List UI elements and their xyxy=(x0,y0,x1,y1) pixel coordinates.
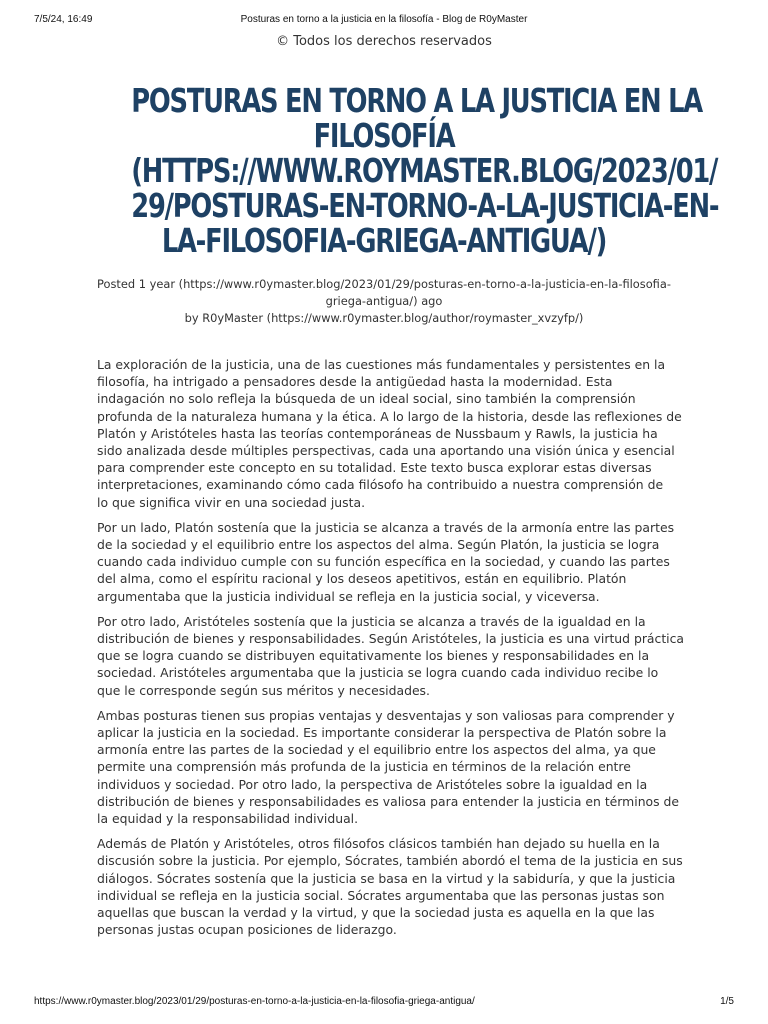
copyright-notice: © Todos los derechos reservados xyxy=(276,34,492,49)
post-meta xyxy=(40,276,728,327)
paragraph xyxy=(97,835,683,938)
paragraph-line: distribución de bienes y responsabilidades es valiosa para entender la justicia en términos de xyxy=(97,793,680,809)
paragraph-line: armonía entre las partes de la sociedad y el equilibrio entre los aspectos del alma, ya que xyxy=(97,742,656,758)
paragraph-line: que le corresponde según sus méritos y necesidades. xyxy=(97,682,430,698)
paragraph-line: que se logra cuando se distribuyen equitativamente los bienes y responsabilidades en la xyxy=(97,648,650,664)
paragraph-line: argumentaba que la justicia individual se refleja en la justicia social, y viceversa. xyxy=(97,588,600,604)
page-number: 1/5 xyxy=(720,996,734,1007)
paragraph xyxy=(97,356,682,511)
print-date: 7/5/24, 16:49 xyxy=(34,14,93,25)
paragraph-line: indagación no solo refleja la búsqueda de un ideal social, sino también la comprensión xyxy=(97,391,636,407)
paragraph-line: sido analizada desde múltiples perspectivas, cada una aportando una visión única y esencial xyxy=(97,443,675,459)
paragraph-line: individuos y sociedad. Por otro lado, la perspectiva de Aristóteles sobre la igualdad en la xyxy=(97,776,648,792)
paragraph xyxy=(97,613,685,699)
paragraph-line: diálogos. Sócrates sostenía que la justicia se basa en la virtud y la sabiduría, y que la justicia xyxy=(97,870,676,886)
paragraph-line: individual se refleja en la justicia social. Sócrates argumentaba que las personas justas son xyxy=(97,887,665,903)
paragraph-line: Por otro lado, Aristóteles sostenía que la justicia se alcanza a través de la igualdad en la xyxy=(97,613,646,629)
post-title-line[interactable]: 29/POSTURAS-EN-TORNO-A-LA-JUSTICIA-EN- xyxy=(131,186,719,225)
paragraph-line: del alma, como el espíritu racional y los deseos apetitivos, están en equilibrio. Platón xyxy=(97,571,627,587)
paragraph-line: profunda de la naturaleza humana y la ética. A lo largo de la historia, desde las reflexiones de xyxy=(97,408,682,424)
paragraph-line: para comprender este concepto en su totalidad. Este texto busca explorar estas diversas xyxy=(97,460,652,476)
paragraph xyxy=(97,519,675,605)
post-title-line[interactable]: LA-FILOSOFIA-GRIEGA-ANTIGUA/) xyxy=(161,221,607,260)
paragraph-line: permite una comprensión más profunda de la justicia en términos de la relación entre xyxy=(97,759,631,775)
post-title[interactable] xyxy=(131,81,719,260)
paragraph-line: de la sociedad y el equilibrio entre los aspectos del alma. Según Platón, la justicia se logra xyxy=(97,537,660,553)
paragraph-line: cuando cada individuo cumple con su función específica en la sociedad, y cuando las partes xyxy=(97,554,670,570)
paragraph-line: filosofía, ha intrigado a pensadores desde la antigüedad hasta la modernidad. Esta xyxy=(97,374,613,390)
paragraph xyxy=(97,707,680,827)
article-body xyxy=(97,356,685,947)
post-title-line[interactable]: (HTTPS://WWW.ROYMASTER.BLOG/2023/01/ xyxy=(131,151,718,190)
posted-date-link[interactable]: Posted 1 year (https://www.r0ymaster.blog/2023/01/29/posturas-en-torno-a-la-justicia-en-la-filosofia- xyxy=(97,277,671,291)
paragraph-line: lo que significa vivir en una sociedad justa. xyxy=(97,494,366,510)
author-byline[interactable]: by R0yMaster (https://www.r0ymaster.blog/author/roymaster_xvzyfp/) xyxy=(184,311,584,325)
paragraph-line: interpretaciones, examinando cómo cada filósofo ha contribuido a nuestra comprensión de xyxy=(97,477,664,493)
print-url: https://www.r0ymaster.blog/2023/01/29/posturas-en-torno-a-la-justicia-en-la-filosofia-griega-antigua/ xyxy=(34,996,475,1007)
paragraph-line: Además de Platón y Aristóteles, otros filósofos clásicos también han dejado su huella en la xyxy=(97,836,660,852)
paragraph-line: Platón y Aristóteles hasta las teorías contemporáneas de Nussbaum y Rawls, la justicia ha xyxy=(97,425,658,441)
paragraph-line: sociedad. Aristóteles argumentaba que la justicia se logra cuando cada individuo recibe lo xyxy=(97,665,659,681)
paragraph-line: Por un lado, Platón sostenía que la justicia se alcanza a través de la armonía entre las partes xyxy=(97,519,675,535)
print-footer xyxy=(34,996,734,1010)
paragraph-line: La exploración de la justicia, una de las cuestiones más fundamentales y persistentes en la xyxy=(97,357,666,372)
post-title-line[interactable]: POSTURAS EN TORNO A LA JUSTICIA EN LA xyxy=(131,81,702,120)
paragraph-line: aplicar la justicia en la sociedad. Es importante considerar la perspectiva de Platón sobre la xyxy=(97,725,667,741)
paragraph-line: personas justas ocupan posiciones de liderazgo. xyxy=(97,922,397,938)
paragraph-line: Ambas posturas tienen sus propias ventajas y desventajas y son valiosas para comprender y xyxy=(97,707,675,723)
paragraph-line: la equidad y la responsabilidad individual. xyxy=(97,811,359,827)
paragraph-line: aquellas que buscan la verdad y la virtud, y que la sociedad justa es aquella en la que las xyxy=(97,905,655,921)
posted-date-link-cont[interactable]: griega-antigua/) ago xyxy=(325,294,443,308)
print-header xyxy=(34,14,734,28)
paragraph-line: discusión sobre la justicia. Por ejemplo, Sócrates, también abordó el tema de la justicia en sus xyxy=(97,853,683,869)
post-title-line[interactable]: FILOSOFÍA xyxy=(313,116,455,155)
paragraph-line: distribución de bienes y responsabilidades. Según Aristóteles, la justicia es una virtud práctica xyxy=(97,631,685,647)
print-page-title: Posturas en torno a la justicia en la filosofía - Blog de R0yMaster xyxy=(240,14,528,25)
